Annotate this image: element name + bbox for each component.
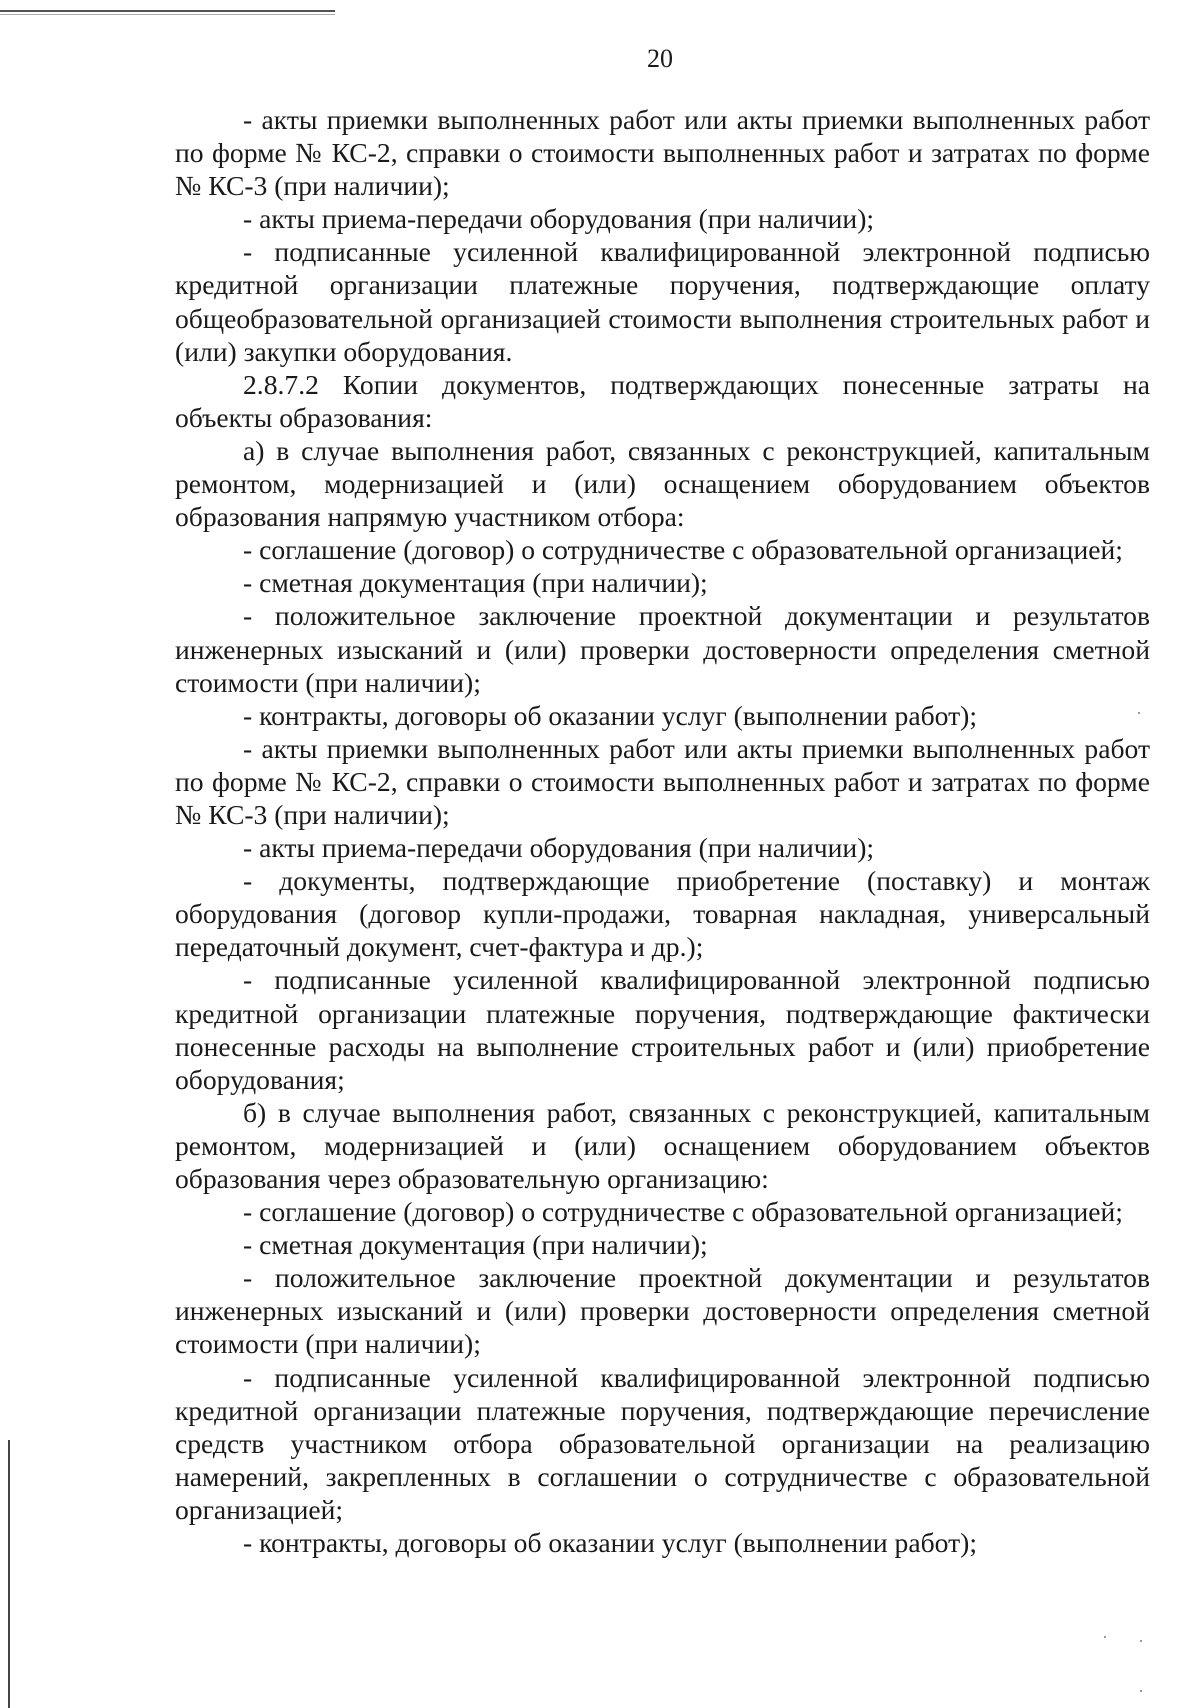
paragraph: - документы, подтверждающие приобретение (поставку) и монтаж оборудования (договор купли-продажи, товарная накладная, универсальный передаточный документ, счет-фактура и др.); (175, 865, 1150, 963)
paragraph: - подписанные усиленной квалифицированной электронной подписью кредитной организации платежные поручения, подтверждающие перечисление средств участником отбора образовательной организации на реализацию намерений, закрепленных в соглашении о сотрудничестве с образовательной организацией; (175, 1361, 1150, 1525)
scan-speck (1104, 1636, 1106, 1638)
paragraph: - акты приема-передачи оборудования (при наличии); (243, 832, 875, 864)
scan-speck (1140, 1640, 1142, 1642)
paragraph: - контракты, договоры об оказании услуг (выполнении работ); (243, 699, 977, 731)
paragraph: - акты приемки выполненных работ или акты приемки выполненных работ по форме № КС-2, справки о стоимости выполненных работ и затратах по форме № КС-3 (при наличии); (175, 732, 1150, 830)
paragraph: - сметная документация (при наличии); (243, 1229, 708, 1261)
page-number: 20 (647, 44, 673, 73)
scan-left-edge (8, 1440, 10, 1708)
paragraph: б) в случае выполнения работ, связанных с реконструкцией, капитальным ремонтом, модернизацией и (или) оснащением оборудованием объектов образования через образовательную организацию: (175, 1096, 1150, 1194)
scan-top-rule (0, 10, 335, 12)
scan-speck (1138, 712, 1140, 714)
paragraph: - положительное заключение проектной документации и результатов инженерных изысканий и (или) проверки достоверности определения сметной стоимости (при наличии); (175, 600, 1150, 698)
paragraph: - контракты, договоры об оказании услуг (выполнении работ); (243, 1527, 977, 1559)
scan-top-rule-thin (0, 14, 335, 15)
paragraph: - положительное заключение проектной документации и результатов инженерных изысканий и (или) проверки достоверности определения сметной стоимости (при наличии); (175, 1262, 1150, 1360)
paragraph: - соглашение (договор) о сотрудничестве с образовательной организацией; (243, 1196, 1123, 1228)
paragraph: 2.8.7.2 Копии документов, подтверждающих понесенные затраты на объекты образования: (175, 368, 1150, 433)
scan-speck (1140, 1690, 1142, 1692)
document-body (175, 103, 1150, 1559)
paragraph: - подписанные усиленной квалифицированной электронной подписью кредитной организации платежные поручения, подтверждающие оплату общеобразовательной организацией стоимости выполнения строительных работ и (или) закупки оборудования. (175, 236, 1150, 367)
paragraph: а) в случае выполнения работ, связанных с реконструкцией, капитальным ремонтом, модернизацией и (или) оснащением оборудованием объектов образования напрямую участником отбора: (175, 434, 1150, 533)
paragraph: - подписанные усиленной квалифицированной электронной подписью кредитной организации платежные поручения, подтверждающие фактически понесенные расходы на выполнение строительных работ и (или) приобретение оборудования; (175, 964, 1150, 1095)
paragraph: - акты приемки выполненных работ или акты приемки выполненных работ по форме № КС-2, справки о стоимости выполненных работ и затратах по форме № КС-3 (при наличии); (175, 104, 1150, 202)
paragraph: - сметная документация (при наличии); (243, 567, 708, 599)
paragraph: - акты приема-передачи оборудования (при наличии); (243, 203, 875, 235)
paragraph: - соглашение (договор) о сотрудничестве с образовательной организацией; (243, 534, 1123, 566)
